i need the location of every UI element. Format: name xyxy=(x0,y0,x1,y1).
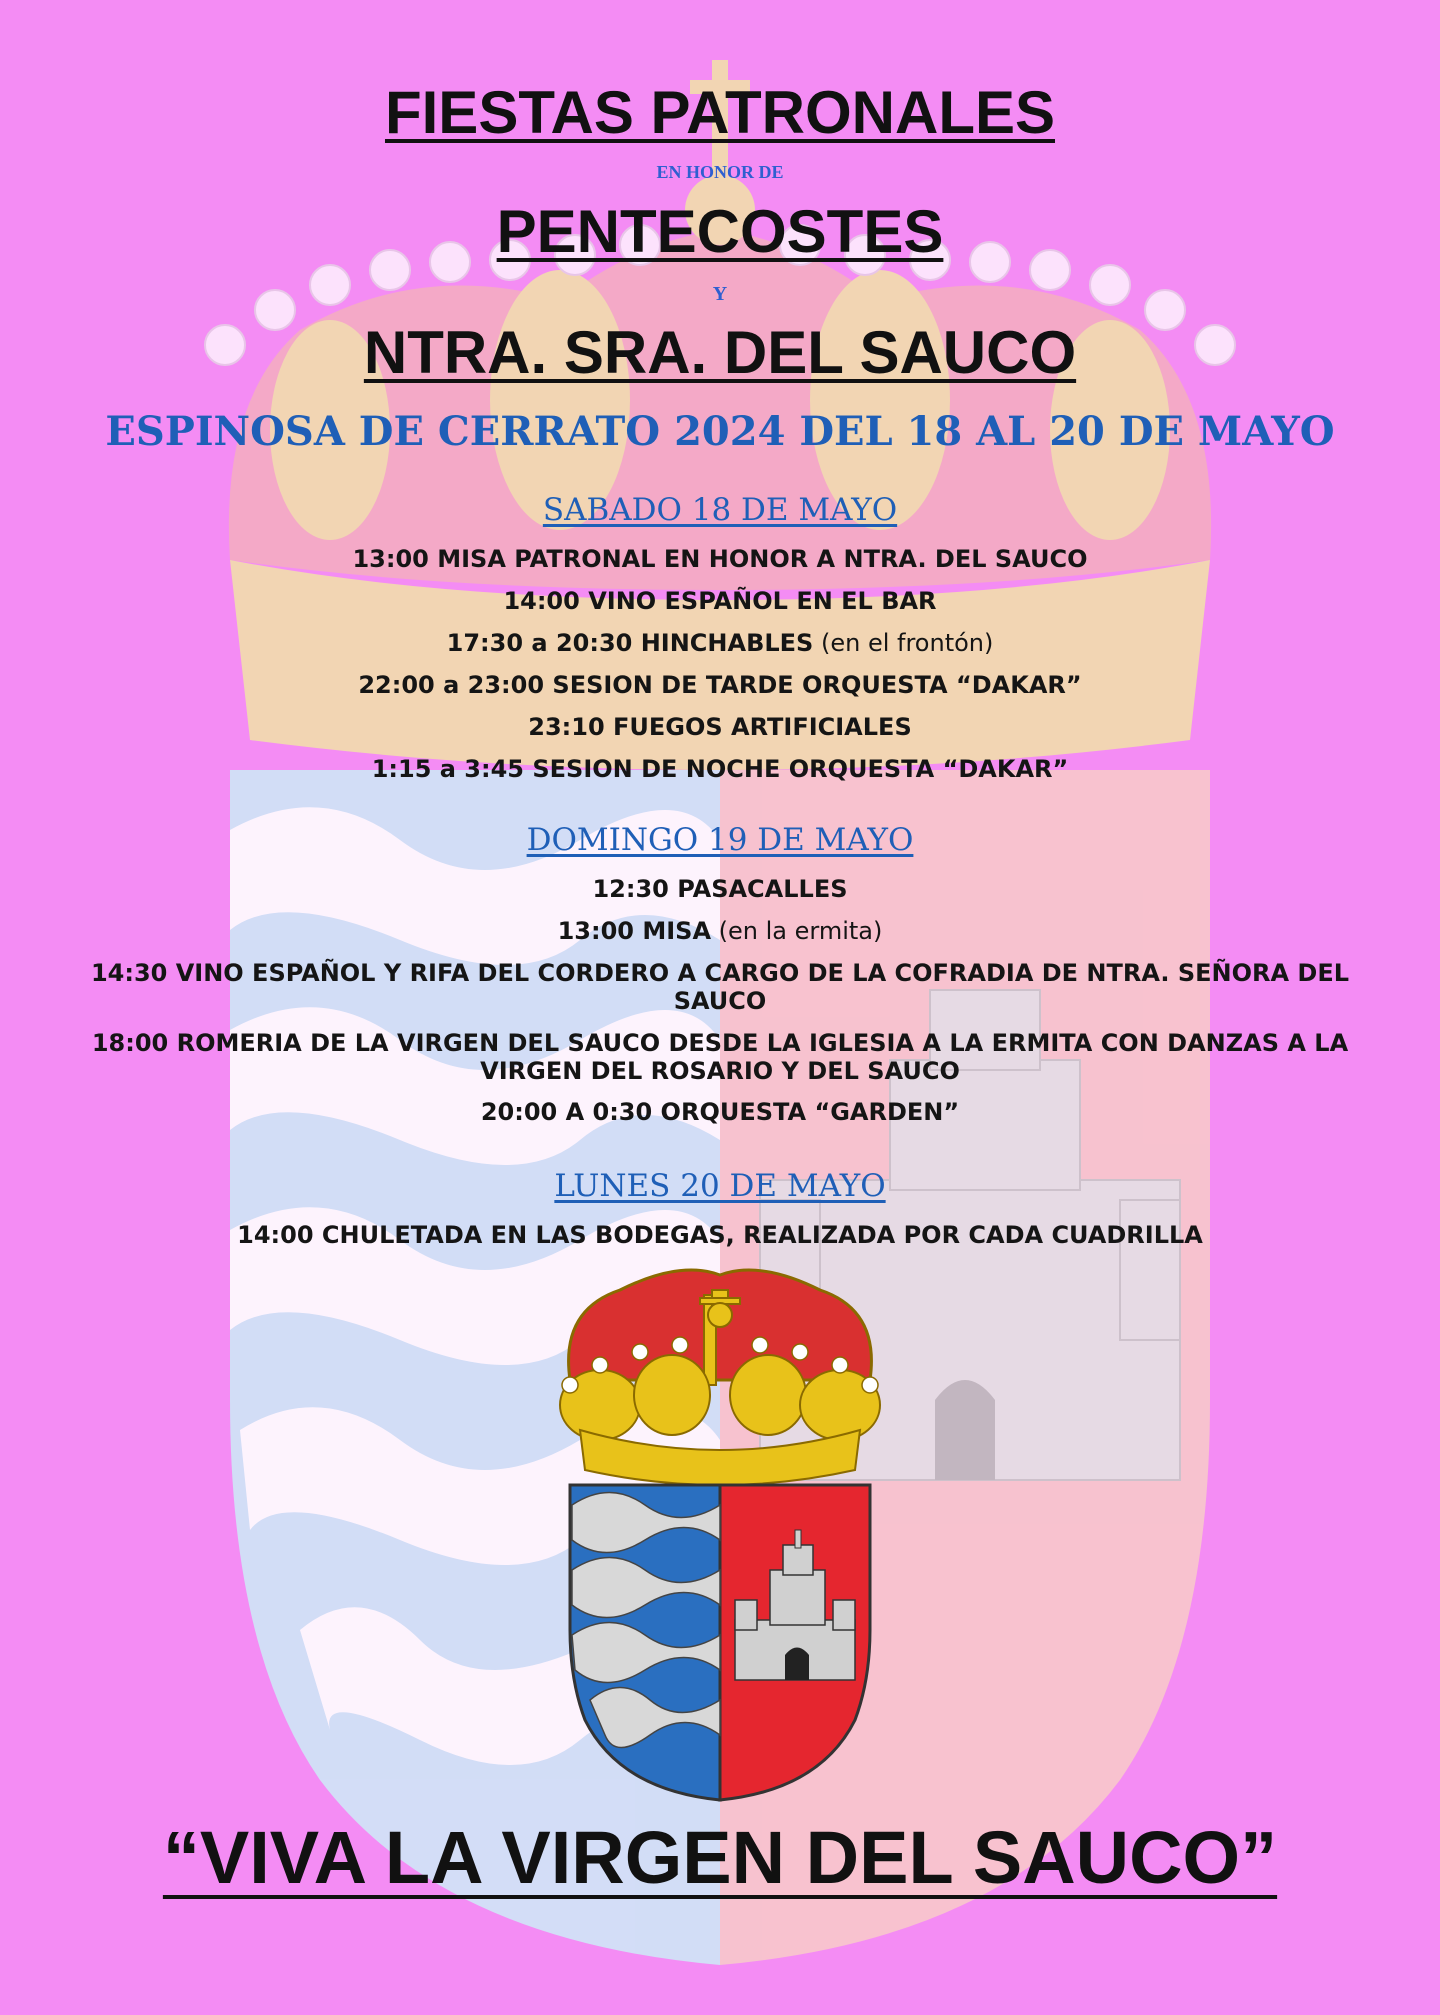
event-item: 20:00 A 0:30 ORQUESTA “GARDEN” xyxy=(480,1098,960,1126)
place-date-heading: ESPINOSA DE CERRATO 2024 DEL 18 AL 20 DE MAYO xyxy=(105,408,1335,455)
event-item: 14:30 VINO ESPAÑOL Y RIFA DEL CORDERO A CARGO DE LA COFRADIA DE NTRA. SEÑORA DEL SAUCO xyxy=(90,959,1350,1015)
event-item: 12:30 PASACALLES xyxy=(592,875,848,903)
event-item: 17:30 a 20:30 HINCHABLES (en el frontón) xyxy=(446,629,994,657)
event-item: 23:10 FUEGOS ARTIFICIALES xyxy=(528,713,912,741)
viva-slogan: “VIVA LA VIRGEN DEL SAUCO” xyxy=(162,1816,1278,1899)
event-item: 22:00 a 23:00 SESION DE TARDE ORQUESTA “DAKAR” xyxy=(358,671,1082,699)
event-item: 13:00 MISA PATRONAL EN HONOR A NTRA. DEL SAUCO xyxy=(352,545,1088,573)
pentecostes-heading: PENTECOSTES xyxy=(496,198,944,265)
event-item: 18:00 ROMERIA DE LA VIRGEN DEL SAUCO DESDE LA IGLESIA A LA ERMITA CON DANZAS A LA VIRGEN DEL ROSARIO Y DEL SAUCO xyxy=(91,1029,1349,1085)
coat-of-arms-icon xyxy=(560,1270,880,1800)
event-item: 1:15 a 3:45 SESION DE NOCHE ORQUESTA “DAKAR” xyxy=(371,755,1069,783)
day-heading-sabado: SABADO 18 DE MAYO xyxy=(542,492,898,528)
ntra-sra-heading: NTRA. SRA. DEL SAUCO xyxy=(363,319,1077,386)
event-item: 14:00 VINO ESPAÑOL EN EL BAR xyxy=(503,587,937,615)
y-label: Y xyxy=(712,283,728,305)
day-heading-lunes: LUNES 20 DE MAYO xyxy=(554,1168,886,1204)
event-item: 13:00 MISA (en la ermita) xyxy=(557,917,883,945)
event-item: 14:00 CHULETADA EN LAS BODEGAS, REALIZADA POR CADA CUADRILLA xyxy=(237,1221,1203,1249)
day-heading-domingo: DOMINGO 19 DE MAYO xyxy=(526,822,914,858)
en-honor-de-label: EN HONOR DE xyxy=(656,162,784,182)
poster-title: FIESTAS PATRONALES xyxy=(384,79,1056,146)
